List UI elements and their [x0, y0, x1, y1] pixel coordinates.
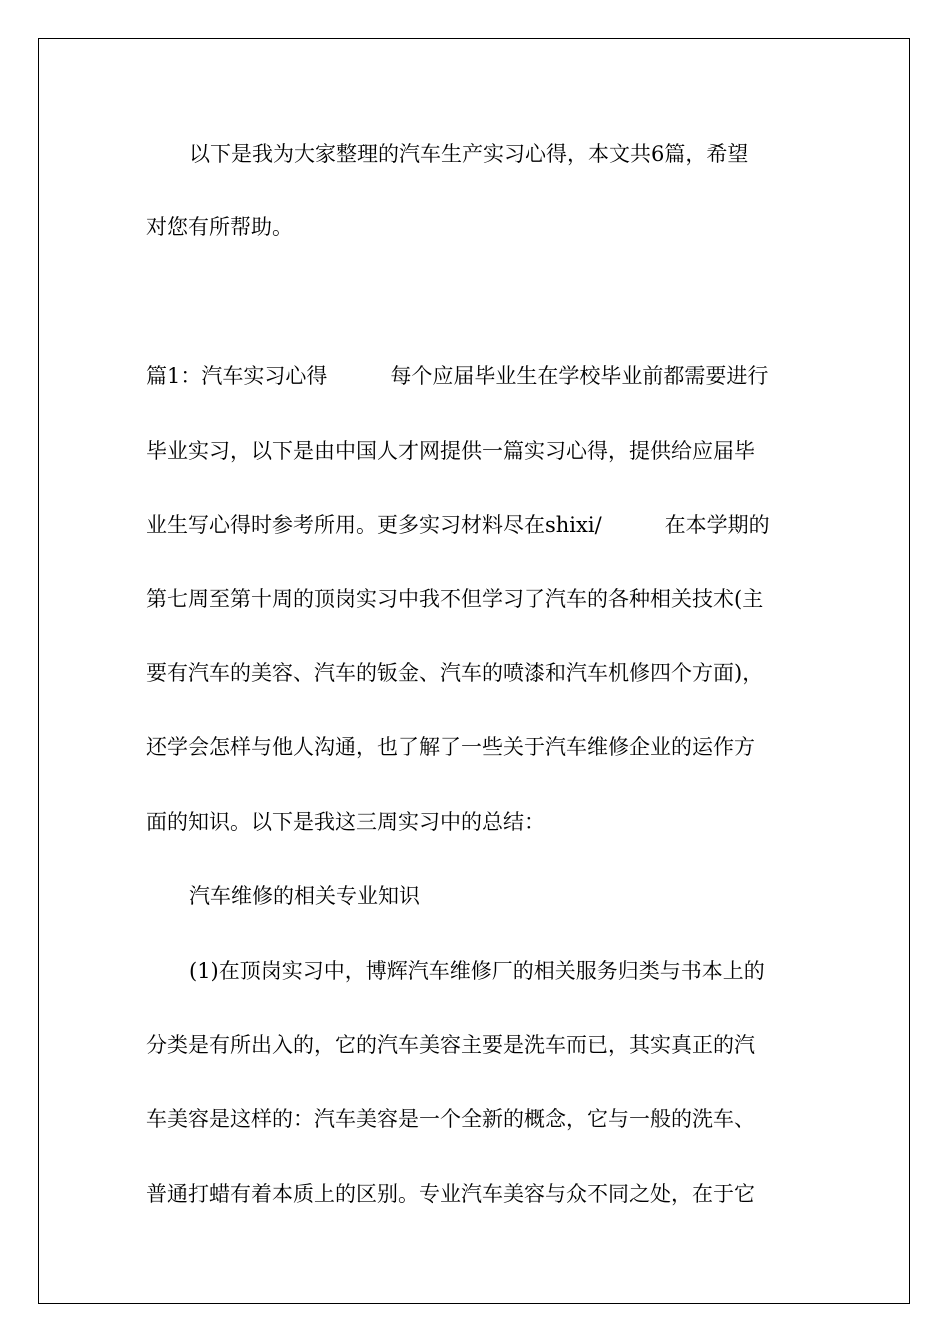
section-heading: 汽车维修的相关专业知识 — [189, 884, 420, 908]
body-line-5: 要有汽车的美容、汽车的钣金、汽车的喷漆和汽车机修四个方面)， — [146, 661, 764, 685]
body-line-6: 还学会怎样与他人沟通，也了解了一些关于汽车维修企业的运作方 — [146, 735, 755, 759]
body-line-8: (1)在顶岗实习中，博辉汽车维修厂的相关服务归类与书本上的 — [189, 959, 765, 983]
body-line-9: 分类是有所出入的，它的汽车美容主要是洗车而已，其实真正的汽 — [146, 1033, 755, 1057]
intro-line-2: 对您有所帮助。 — [146, 215, 293, 239]
body-line-11: 普通打蜡有着本质上的区别。专业汽车美容与众不同之处，在于它 — [146, 1182, 755, 1206]
body-line-10: 车美容是这样的：汽车美容是一个全新的概念，它与一般的洗车、 — [146, 1107, 755, 1131]
body-line-3: 业生写心得时参考所用。更多实习材料尽在shixi/ 在本学期的 — [146, 513, 770, 537]
body-line-7: 面的知识。以下是我这三周实习中的总结： — [146, 810, 545, 834]
body-line-4: 第七周至第十周的顶岗实习中我不但学习了汽车的各种相关技术(主 — [146, 587, 764, 611]
body-line-2: 毕业实习，以下是由中国人才网提供一篇实习心得，提供给应届毕 — [146, 439, 755, 463]
body-line-1: 篇1：汽车实习心得 每个应届毕业生在学校毕业前都需要进行 — [146, 364, 769, 388]
intro-line-1: 以下是我为大家整理的汽车生产实习心得，本文共6篇，希望 — [189, 142, 749, 166]
